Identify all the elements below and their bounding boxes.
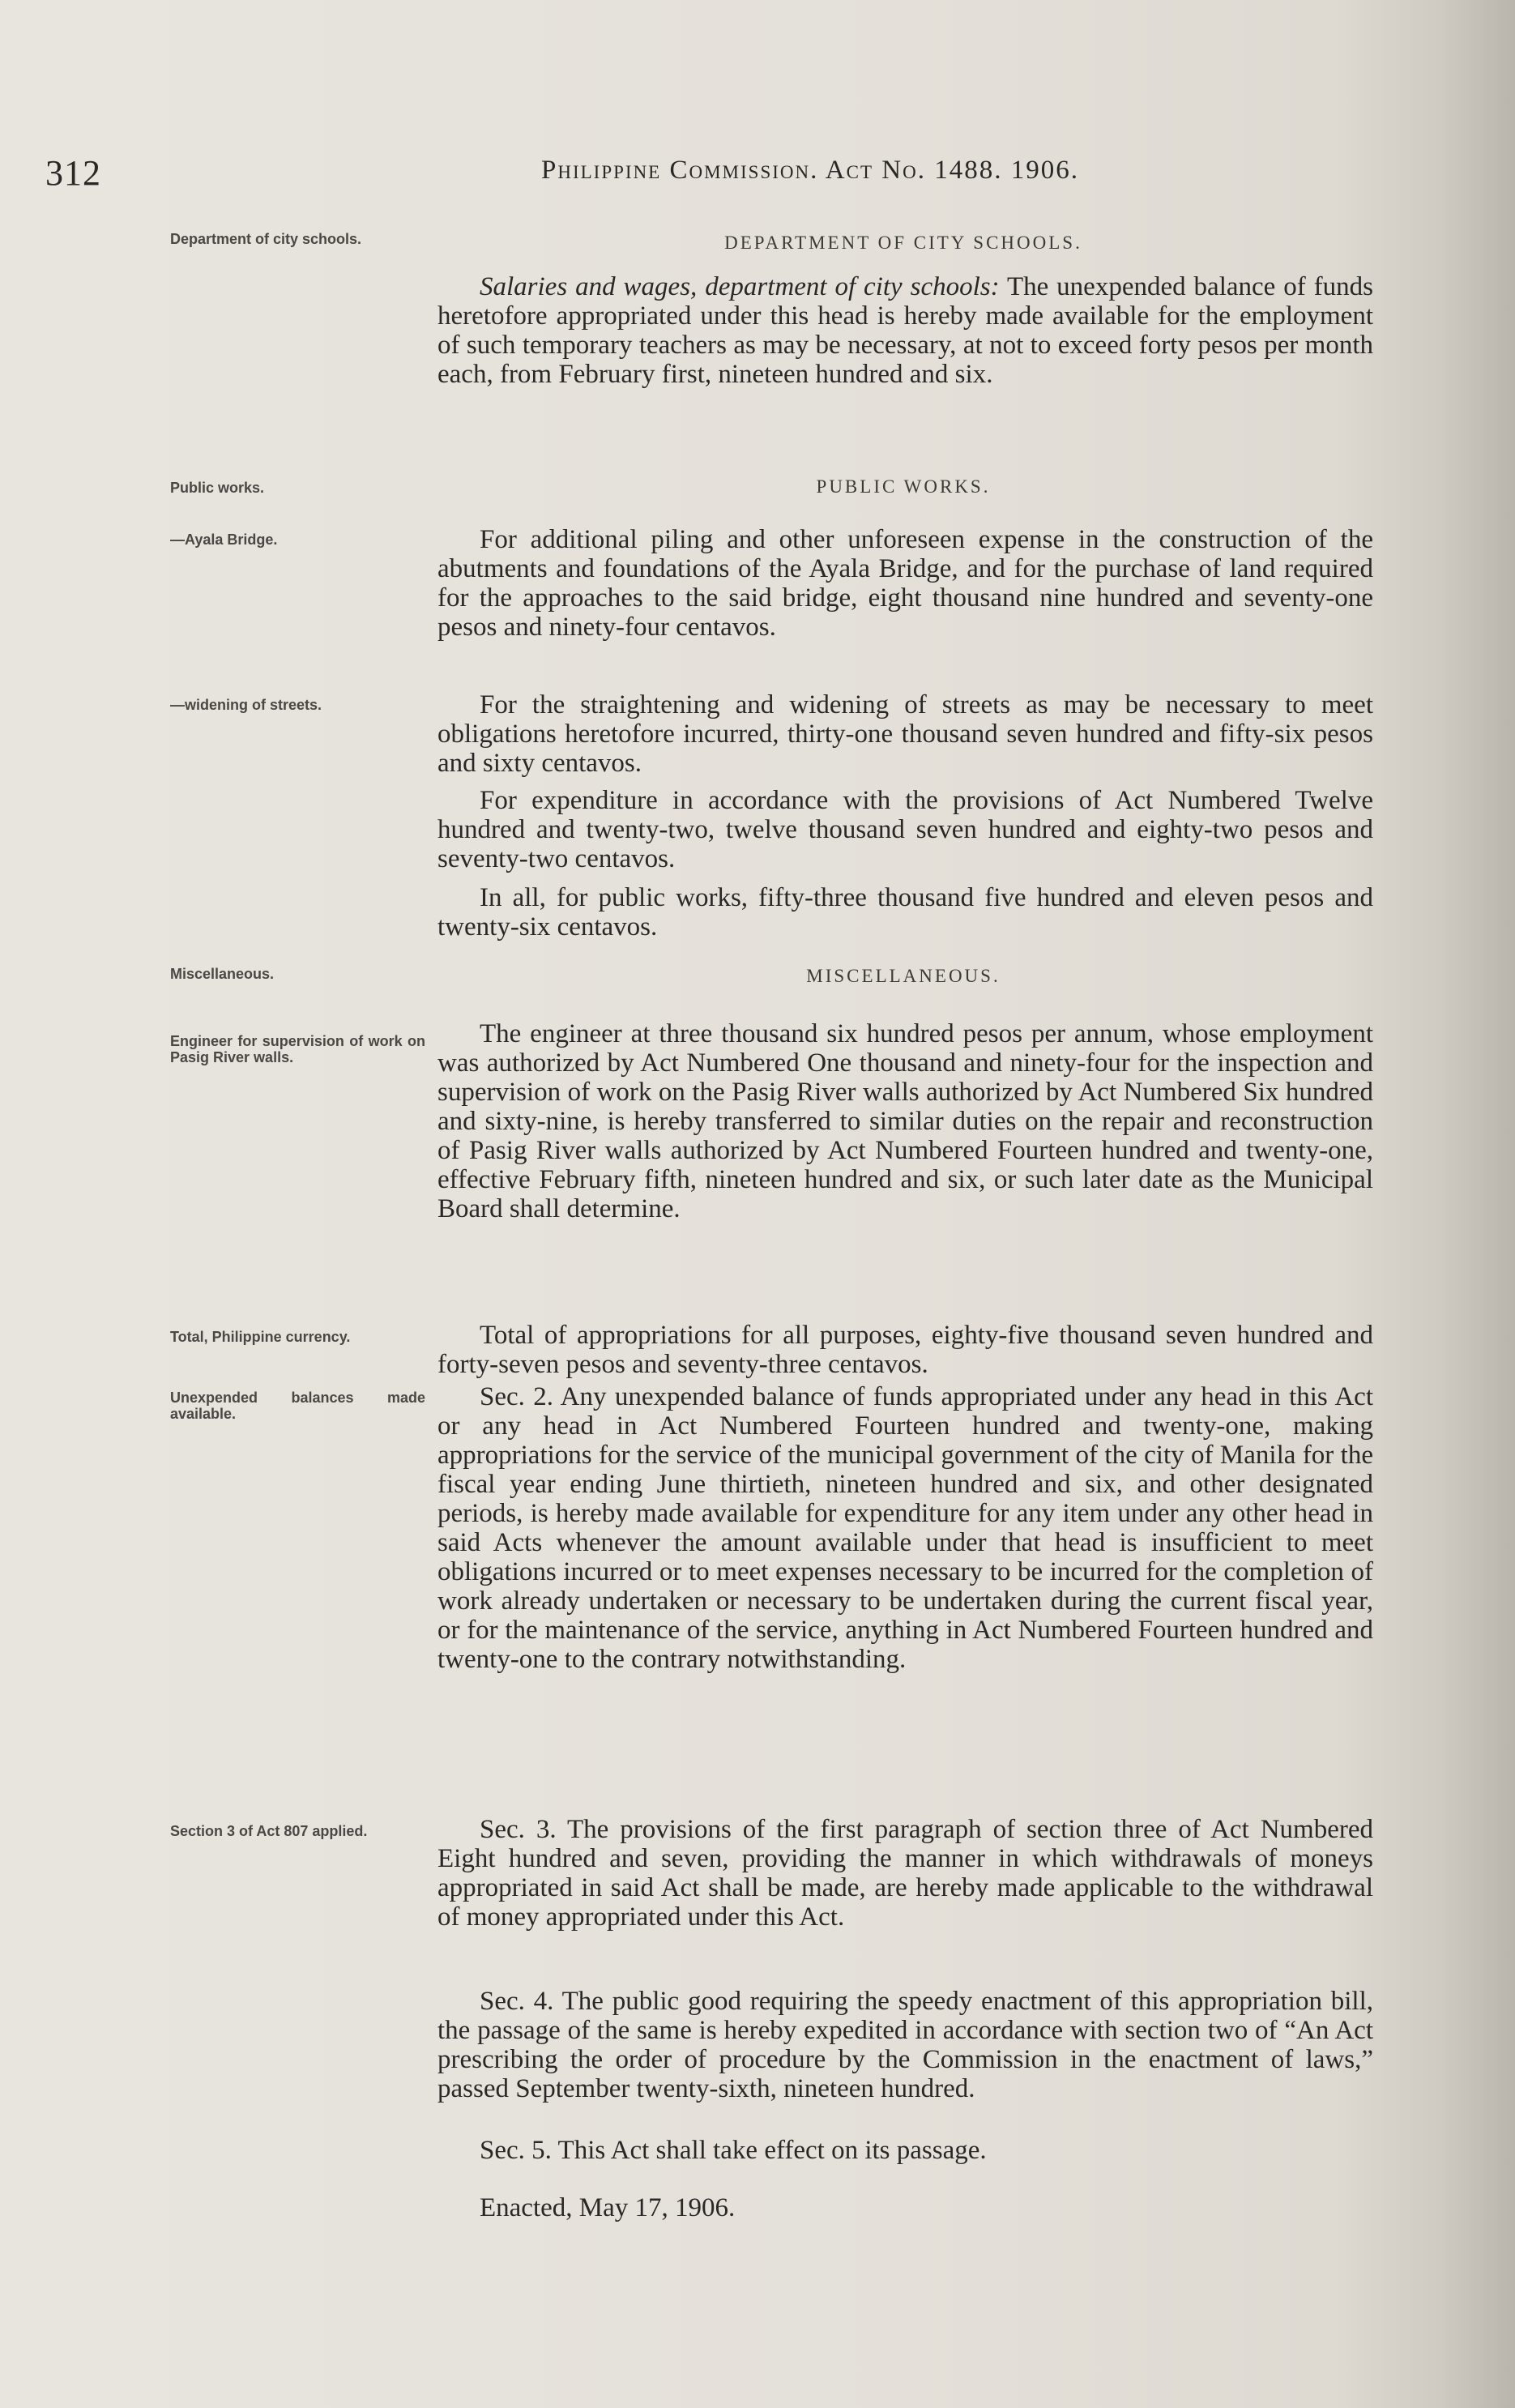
heading-city-schools: DEPARTMENT OF CITY SCHOOLS. [724,233,1082,253]
paragraph-salaries [437,272,1373,389]
paragraph-ayala-bridge: For additional piling and other unforeseen expense in the construction of the abutments and foundations of the Ayala Bridge, and for the purchase of land required for the approaches to the said bridge, eight thousand nine hundred and seventy-one pesos and ninety-four centavos. [437,525,1373,642]
page-number: 312 [45,153,101,193]
margin-note-public-works: Public works. [170,480,265,496]
paragraph-engineer: The engineer at three thousand six hundred pesos per annum, whose employment was authorized by Act Numbered One thousand and ninety-four for the inspection and supervision of work on the Pasig River walls authorized by Act Numbered Six hundred and sixty-nine, is hereby transferred to similar duties on the repair and reconstruction of Pasig River walls authorized by Act Numbered Fourteen hundred and twenty-one, effective February fifth, nineteen hundred and six, or such later date as the Municipal Board shall determine. [437,1019,1373,1223]
margin-note-ayala-bridge: —Ayala Bridge. [170,532,278,548]
salaries-body: The unexpended balance of funds heretofore appropriated under this head is hereby made available for the employment of such temporary teachers as may be necessary, at not to exceed forty pesos per month each, from February first, nineteen hundred and six. [437,272,1373,389]
margin-note-city-schools: Department of city schools. [170,231,362,247]
heading-miscellaneous: MISCELLANEOUS. [806,966,1001,986]
paragraph-section-4: Sec. 4. The public good requiring the speedy enactment of this appropriation bill, the passage of the same is hereby expedited in accordance with section two of “An Act prescribing the order of procedure by the Commission in the enactment of laws,” passed September twenty-sixth, nineteen hundred. [437,1987,1373,2103]
margin-note-unexpended: Unexpended balances made available. [170,1390,425,1422]
margin-note-engineer: Engineer for supervision of work on Pasig River walls. [170,1033,425,1065]
enacted-date: Enacted, May 17, 1906. [480,2193,736,2222]
margin-note-section-3: Section 3 of Act 807 applied. [170,1823,368,1839]
margin-note-widening-streets: —widening of streets. [170,697,322,713]
paragraph-section-3: Sec. 3. The provisions of the first paragraph of section three of Act Numbered Eight hundred and seven, providing the manner in which withdrawals of moneys appropriated in said Act shall be made, are hereby made applicable to the withdrawal of money appropriated under this Act. [437,1815,1373,1932]
paragraph-act-1222: For expenditure in accordance with the provisions of Act Numbered Twelve hundred and twenty-two, twelve thousand seven hundred and eighty-two pesos and seventy-two centavos. [437,786,1373,873]
margin-note-total-currency: Total, Philippine currency. [170,1329,351,1345]
salaries-lead: Salaries and wages, department of city schools: [480,272,1000,301]
page-header [0,152,1515,201]
paragraph-in-all: In all, for public works, fifty-three thousand five hundred and eleven pesos and twenty-six centavos. [437,883,1373,941]
margin-note-miscellaneous: Miscellaneous. [170,966,275,982]
heading-public-works: PUBLIC WORKS. [816,476,991,497]
paragraph-section-5: Sec. 5. This Act shall take effect on its passage. [480,2136,987,2165]
running-head: Philippine Commission. Act No. 1488. 1906. [541,156,1079,185]
paragraph-section-2: Sec. 2. Any unexpended balance of funds appropriated under any head in this Act or any head in Act Numbered Fourteen hundred and twenty-one, making appropriations for the service of the municipal government of the city of Manila for the fiscal year ending June thirtieth, nineteen hundred and six, and other designated periods, is hereby made available for expenditure for any item under any other head in said Acts whenever the amount available under that head is insufficient to meet obligations incurred or to meet expenses necessary to be incurred for the completion of work already undertaken or necessary to be undertaken during the current fiscal year, or for the maintenance of the service, anything in Act Numbered Fourteen hundred and twenty-one to the contrary notwithstanding. [437,1382,1373,1674]
paragraph-total: Total of appropriations for all purposes, eighty-five thousand seven hundred and forty-seven pesos and seventy-three centavos. [437,1321,1373,1379]
paragraph-widening-streets: For the straightening and widening of streets as may be necessary to meet obligations heretofore incurred, thirty-one thousand seven hundred and fifty-six pesos and sixty centavos. [437,690,1373,778]
